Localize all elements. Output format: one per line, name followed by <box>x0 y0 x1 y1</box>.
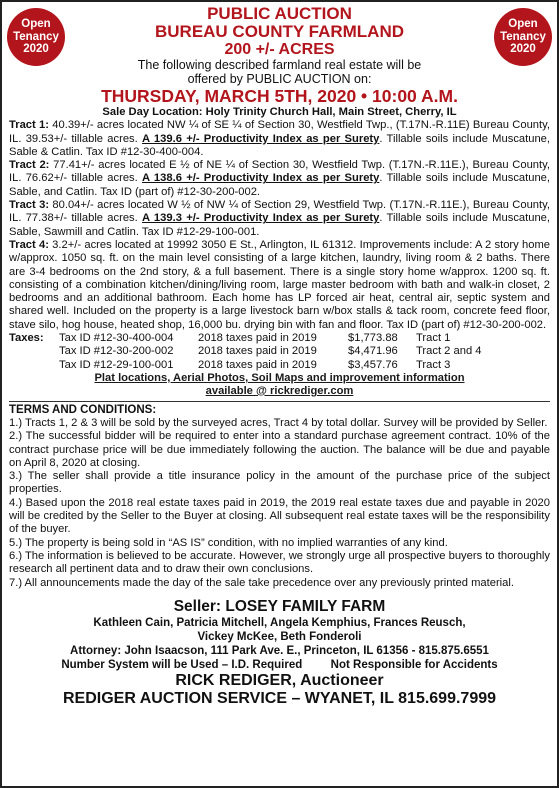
tract-text: 3.2+/- acres located at 19992 3050 E St., Arlington, IL 61312. Improvements include: A 2 story home w/approx. 1050 sq. ft. on the main level consisting of a large kitchen, laundry, living room & 2 baths. There are 3-4 bedrooms on the 2nd story, & a full basement. There is a single story home w/approx. 1200 sq. ft. consisting of a combination kitchen/dining/living room, large master bedroom with bath and walk-in closet, 2 bedrooms and an additional bathroom. Each home has LP forced air heat, central air, septic system and shared well. Included on the property is a large livestock barn w/box stalls & tack room, concrete feed floor, stave silo, hog house, heated shop, 16,000 bu. drying bin with fan and floor. Tax ID (part of) #12-30-200-002. <box>9 238 550 331</box>
auction-service: REDIGER AUCTION SERVICE – WYANET, IL 815.699.7999 <box>62 689 497 707</box>
tax-tract: Tract 3 <box>416 358 451 371</box>
tract-text: . Tillable soils include Muscatune, Sable & Catlin. Tax ID #12-30-400-004. <box>9 132 551 158</box>
tract-label: Tract 4: <box>9 238 49 251</box>
terms-item: 4.) Based upon the 2018 real estate taxes paid in 2019, the 2019 real estate taxes due and payable in 2020 will be credited by the Seller to the Buyer at closing. All subsequent real estate taxes will be the responsibility of the buyer. <box>9 496 550 536</box>
tax-id: Tax ID #12-30-400-004 <box>59 332 174 345</box>
productivity-index: A 139.3 +/- Productivity Index as per Surety <box>142 212 380 225</box>
acreage-heading: 200 +/- ACRES <box>224 41 335 58</box>
tract-text: 77.41+/- acres located E ½ of NE ¼ of Section 30, Westfield Twp. (T.17N.-R.11E.), Bureau County, IL. 76.62+/- tillable acres. <box>9 159 551 185</box>
productivity-index: A 139.6 +/- Productivity Index as per Surety <box>142 132 380 145</box>
tax-tract: Tract 2 and 4 <box>416 345 482 358</box>
tract-text: 40.39+/- acres located NW ¼ of SE ¼ of Section 30, Westfield Twp., (T.17N.-R.11E) Bureau County, IL. 39.53+/- tillable acres. <box>9 119 551 145</box>
terms-item: 7.) All announcements made the day of the sale take precedence over any previously printed material. <box>9 576 514 589</box>
tract-1 <box>9 119 550 159</box>
terms-item: 1.) Tracts 1, 2 & 3 will be sold by the surveyed acres, Tract 4 by total dollar. Survey will be provided by Seller. <box>9 416 548 429</box>
taxes-table <box>59 332 482 372</box>
open-tenancy-badge-left <box>7 8 65 66</box>
tract-text: 80.04+/- acres located W ½ of NW ¼ of Section 29, Westfield Twp. (T.17N.-R.11E.), Bureau County, IL. 77.38+/- tillable acres. <box>9 199 550 225</box>
tax-amount: $3,457.76 <box>348 358 398 371</box>
terms-item: 2.) The successful bidder will be required to enter into a standard purchase agreement contract. 10% of the contract purchase price will be due immediately following the auction. The balance will be due and payable on April 8, 2020 at closing. <box>9 430 550 469</box>
accidents-note: Not Responsible for Accidents <box>330 658 498 671</box>
seller-names-2: Vickey McKee, Beth Fonderoli <box>197 630 362 643</box>
auctioneer-name: RICK REDIGER, Auctioneer <box>175 671 384 689</box>
badge-line: 2020 <box>23 43 49 56</box>
tract-2 <box>9 159 550 199</box>
tract-text: . Tillable soils include Muscatune, Sable, and Catlin. Tax ID (part of) #12-30-200-002. <box>9 172 551 198</box>
tax-year: 2018 taxes paid in 2019 <box>198 332 317 345</box>
tax-year: 2018 taxes paid in 2019 <box>198 345 317 358</box>
table-row <box>59 332 482 345</box>
number-system-note: Number System will be Used – I.D. Required <box>61 658 303 671</box>
taxes-block <box>9 332 550 372</box>
page-subtitle: BUREAU COUNTY FARMLAND <box>154 22 404 41</box>
auction-date: THURSDAY, MARCH 5TH, 2020 • 10:00 A.M. <box>101 86 458 106</box>
tax-amount: $4,471.96 <box>348 345 398 358</box>
terms-heading: TERMS AND CONDITIONS: <box>9 403 157 416</box>
seller-names-1: Kathleen Cain, Patricia Mitchell, Angela Kemphius, Frances Reusch, <box>93 616 466 629</box>
attorney-info: Attorney: John Isaacson, 111 Park Ave. E., Princeton, IL 61356 - 815.875.6551 <box>70 644 489 657</box>
plat-info-link-line-2[interactable]: available @ rickrediger.com <box>205 384 354 397</box>
tract-4 <box>9 239 550 332</box>
badge-line: Open <box>21 18 51 31</box>
badge-line: 2020 <box>510 43 536 56</box>
tract-text: . Tillable soils include Muscatune, Sable, Sawmill and Catlin. Tax ID #12-29-100-001. <box>9 212 551 238</box>
seller-name: Seller: LOSEY FAMILY FARM <box>173 597 386 615</box>
table-row <box>59 359 482 372</box>
tax-tract: Tract 1 <box>416 332 451 345</box>
tax-year: 2018 taxes paid in 2019 <box>198 358 317 371</box>
sale-location: Sale Day Location: Holy Trinity Church Hall, Main Street, Cherry, IL <box>102 106 457 118</box>
terms-item: 6.) The information is believed to be accurate. However, we strongly urge all prospective buyers to thoroughly research all pertinent data and to draw their own conclusions. <box>9 549 550 576</box>
taxes-label: Taxes: <box>9 332 44 345</box>
tax-amount: $1,773.88 <box>348 332 398 345</box>
tract-label: Tract 3: <box>9 199 50 212</box>
tax-id: Tax ID #12-30-200-002 <box>59 345 174 358</box>
tax-id: Tax ID #12-29-100-001 <box>59 358 174 371</box>
tract-3 <box>9 199 550 239</box>
terms-item: 3.) The seller shall provide a title insurance policy in the amount of the purchase price of the subject properties. <box>9 470 550 496</box>
notices <box>9 658 550 672</box>
productivity-index: A 138.6 +/- Productivity Index as per Surety <box>142 172 380 185</box>
terms-item: 5.) The property is being sold in “AS IS” condition, with no implied warranties of any kind. <box>9 536 448 549</box>
badge-line: Open <box>508 18 538 31</box>
page-title: PUBLIC AUCTION <box>207 4 352 23</box>
tract-label: Tract 1: <box>9 119 49 132</box>
tract-label: Tract 2: <box>9 159 50 172</box>
intro-line-1: The following described farmland real estate will be <box>137 58 422 72</box>
badge-line: Tenancy <box>500 30 546 43</box>
table-row <box>59 345 482 358</box>
badge-line: Tenancy <box>13 30 59 43</box>
divider <box>9 401 550 402</box>
open-tenancy-badge-right <box>494 8 552 66</box>
intro-line-2: offered by PUBLIC AUCTION on: <box>187 72 372 86</box>
plat-info-link-line-1[interactable]: Plat locations, Aerial Photos, Soil Maps and improvement information <box>94 371 465 384</box>
